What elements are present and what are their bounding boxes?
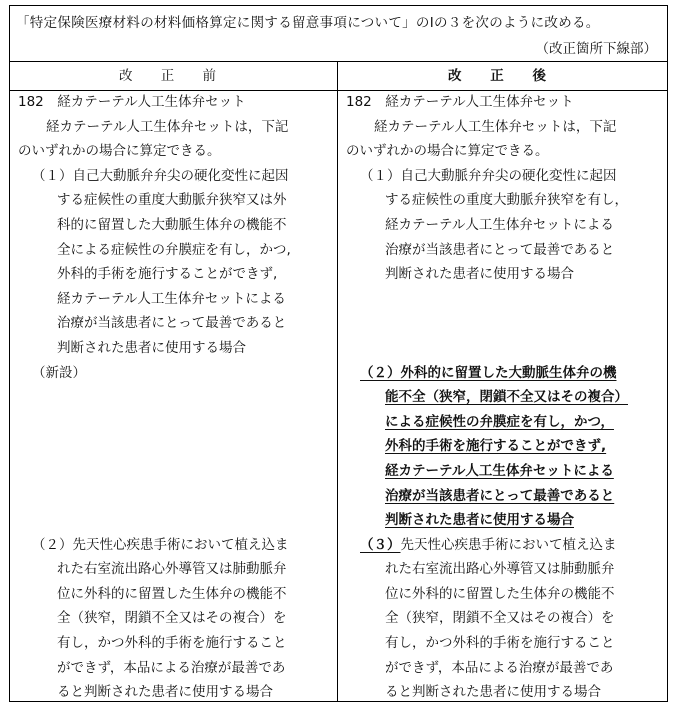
after-line: 全（狭窄，閉鎖不全又はその複合）を (385, 610, 615, 627)
after-column (346, 90, 664, 705)
before-line: れた右室流出路心外導管又は肺動脈弁 (57, 561, 287, 578)
before-line: 治療が当該患者にとって最善であると (57, 315, 287, 332)
before-line: 全（狭窄，閉鎖不全又はその複合）を (57, 610, 287, 627)
after-line: のいずれかの場合に算定できる。 (346, 143, 549, 160)
table-header (10, 6, 667, 62)
before-line: ると判断された患者に使用する場合 (57, 684, 273, 701)
after-line-amended: （２）外科的に留置した大動脈生体弁の機 (360, 364, 617, 381)
after-line: ると判断された患者に使用する場合 (385, 684, 601, 701)
before-line: 経カテーテル人工生体弁セットは，下記 (46, 118, 289, 135)
after-line-amended: 能不全（狭窄，閉鎖不全又はその複合） (385, 389, 628, 406)
amendment-table (9, 5, 668, 702)
before-line: 全による症候性の弁膜症を有し，かつ, (57, 241, 291, 258)
before-line: 科的に留置した大動脈生体弁の機能不 (57, 216, 287, 233)
before-line: のいずれかの場合に算定できる。 (18, 143, 221, 160)
before-line: 経カテーテル人工生体弁セットによる (57, 290, 286, 307)
before-line: （２）先天性心疾患手術において植え込ま (32, 536, 289, 553)
underline-note: （改正箇所下線部） (535, 41, 657, 57)
after-line: 有し，かつ外科的手術を施行すること (385, 635, 615, 652)
column-headers (10, 62, 667, 91)
column-header-before: 改 正 前 (118, 68, 229, 84)
after-line-amended: 外科的手術を施行することができず, (385, 438, 607, 455)
after-item-text: 先天性心疾患手術において植え込ま (400, 536, 617, 553)
after-line: 経カテーテル人工生体弁セットは，下記 (374, 118, 617, 135)
before-line: 182 経カテーテル人工生体弁セット (18, 94, 246, 110)
column-header-after: 改 正 後 (448, 68, 558, 84)
after-line: 治療が当該患者にとって最善であると (385, 241, 615, 258)
before-column (18, 90, 330, 705)
before-line: 外科的手術を施行することができず, (57, 266, 278, 283)
after-line: 182 経カテーテル人工生体弁セット (346, 94, 574, 110)
before-line: する症候性の重度大動脈弁狭窄又は外 (57, 192, 287, 209)
after-line (346, 533, 664, 558)
before-line: 位に外科的に留置した生体弁の機能不 (57, 585, 287, 602)
column-divider (337, 61, 338, 701)
after-line: ができず，本品による治療が最善であ (385, 659, 614, 676)
after-line: 判断された患者に使用する場合 (385, 266, 574, 283)
before-line: ができず，本品による治療が最善であ (57, 659, 286, 676)
after-line-amended: 経カテーテル人工生体弁セットによる (385, 462, 614, 479)
after-line: 位に外科的に留置した生体弁の機能不 (385, 585, 615, 602)
after-line-amended: 判断された患者に使用する場合 (385, 512, 574, 529)
after-item-number-amended: （３） (360, 536, 401, 553)
before-line: 判断された患者に使用する場合 (57, 339, 246, 356)
after-line-amended: による症候性の弁膜症を有し，かつ， (385, 413, 614, 430)
after-line-amended: 治療が当該患者にとって最善であると (385, 487, 615, 504)
before-line: （１）自己大動脈弁弁尖の硬化変性に起因 (32, 167, 289, 184)
amendment-title: 「特定保険医療材料の材料価格算定に関する留意事項について」のⅠの３を次のように改める。 (16, 15, 600, 31)
after-line: 経カテーテル人工生体弁セットによる (385, 216, 614, 233)
after-line: する症候性の重度大動脈弁狭窄を有し， (385, 192, 628, 209)
before-line: 有し，かつ外科的手術を施行すること (57, 635, 287, 652)
after-line: れた右室流出路心外導管又は肺動脈弁 (385, 561, 615, 578)
after-line: （１）自己大動脈弁弁尖の硬化変性に起因 (360, 167, 617, 184)
before-line-new: （新設） (32, 364, 86, 381)
